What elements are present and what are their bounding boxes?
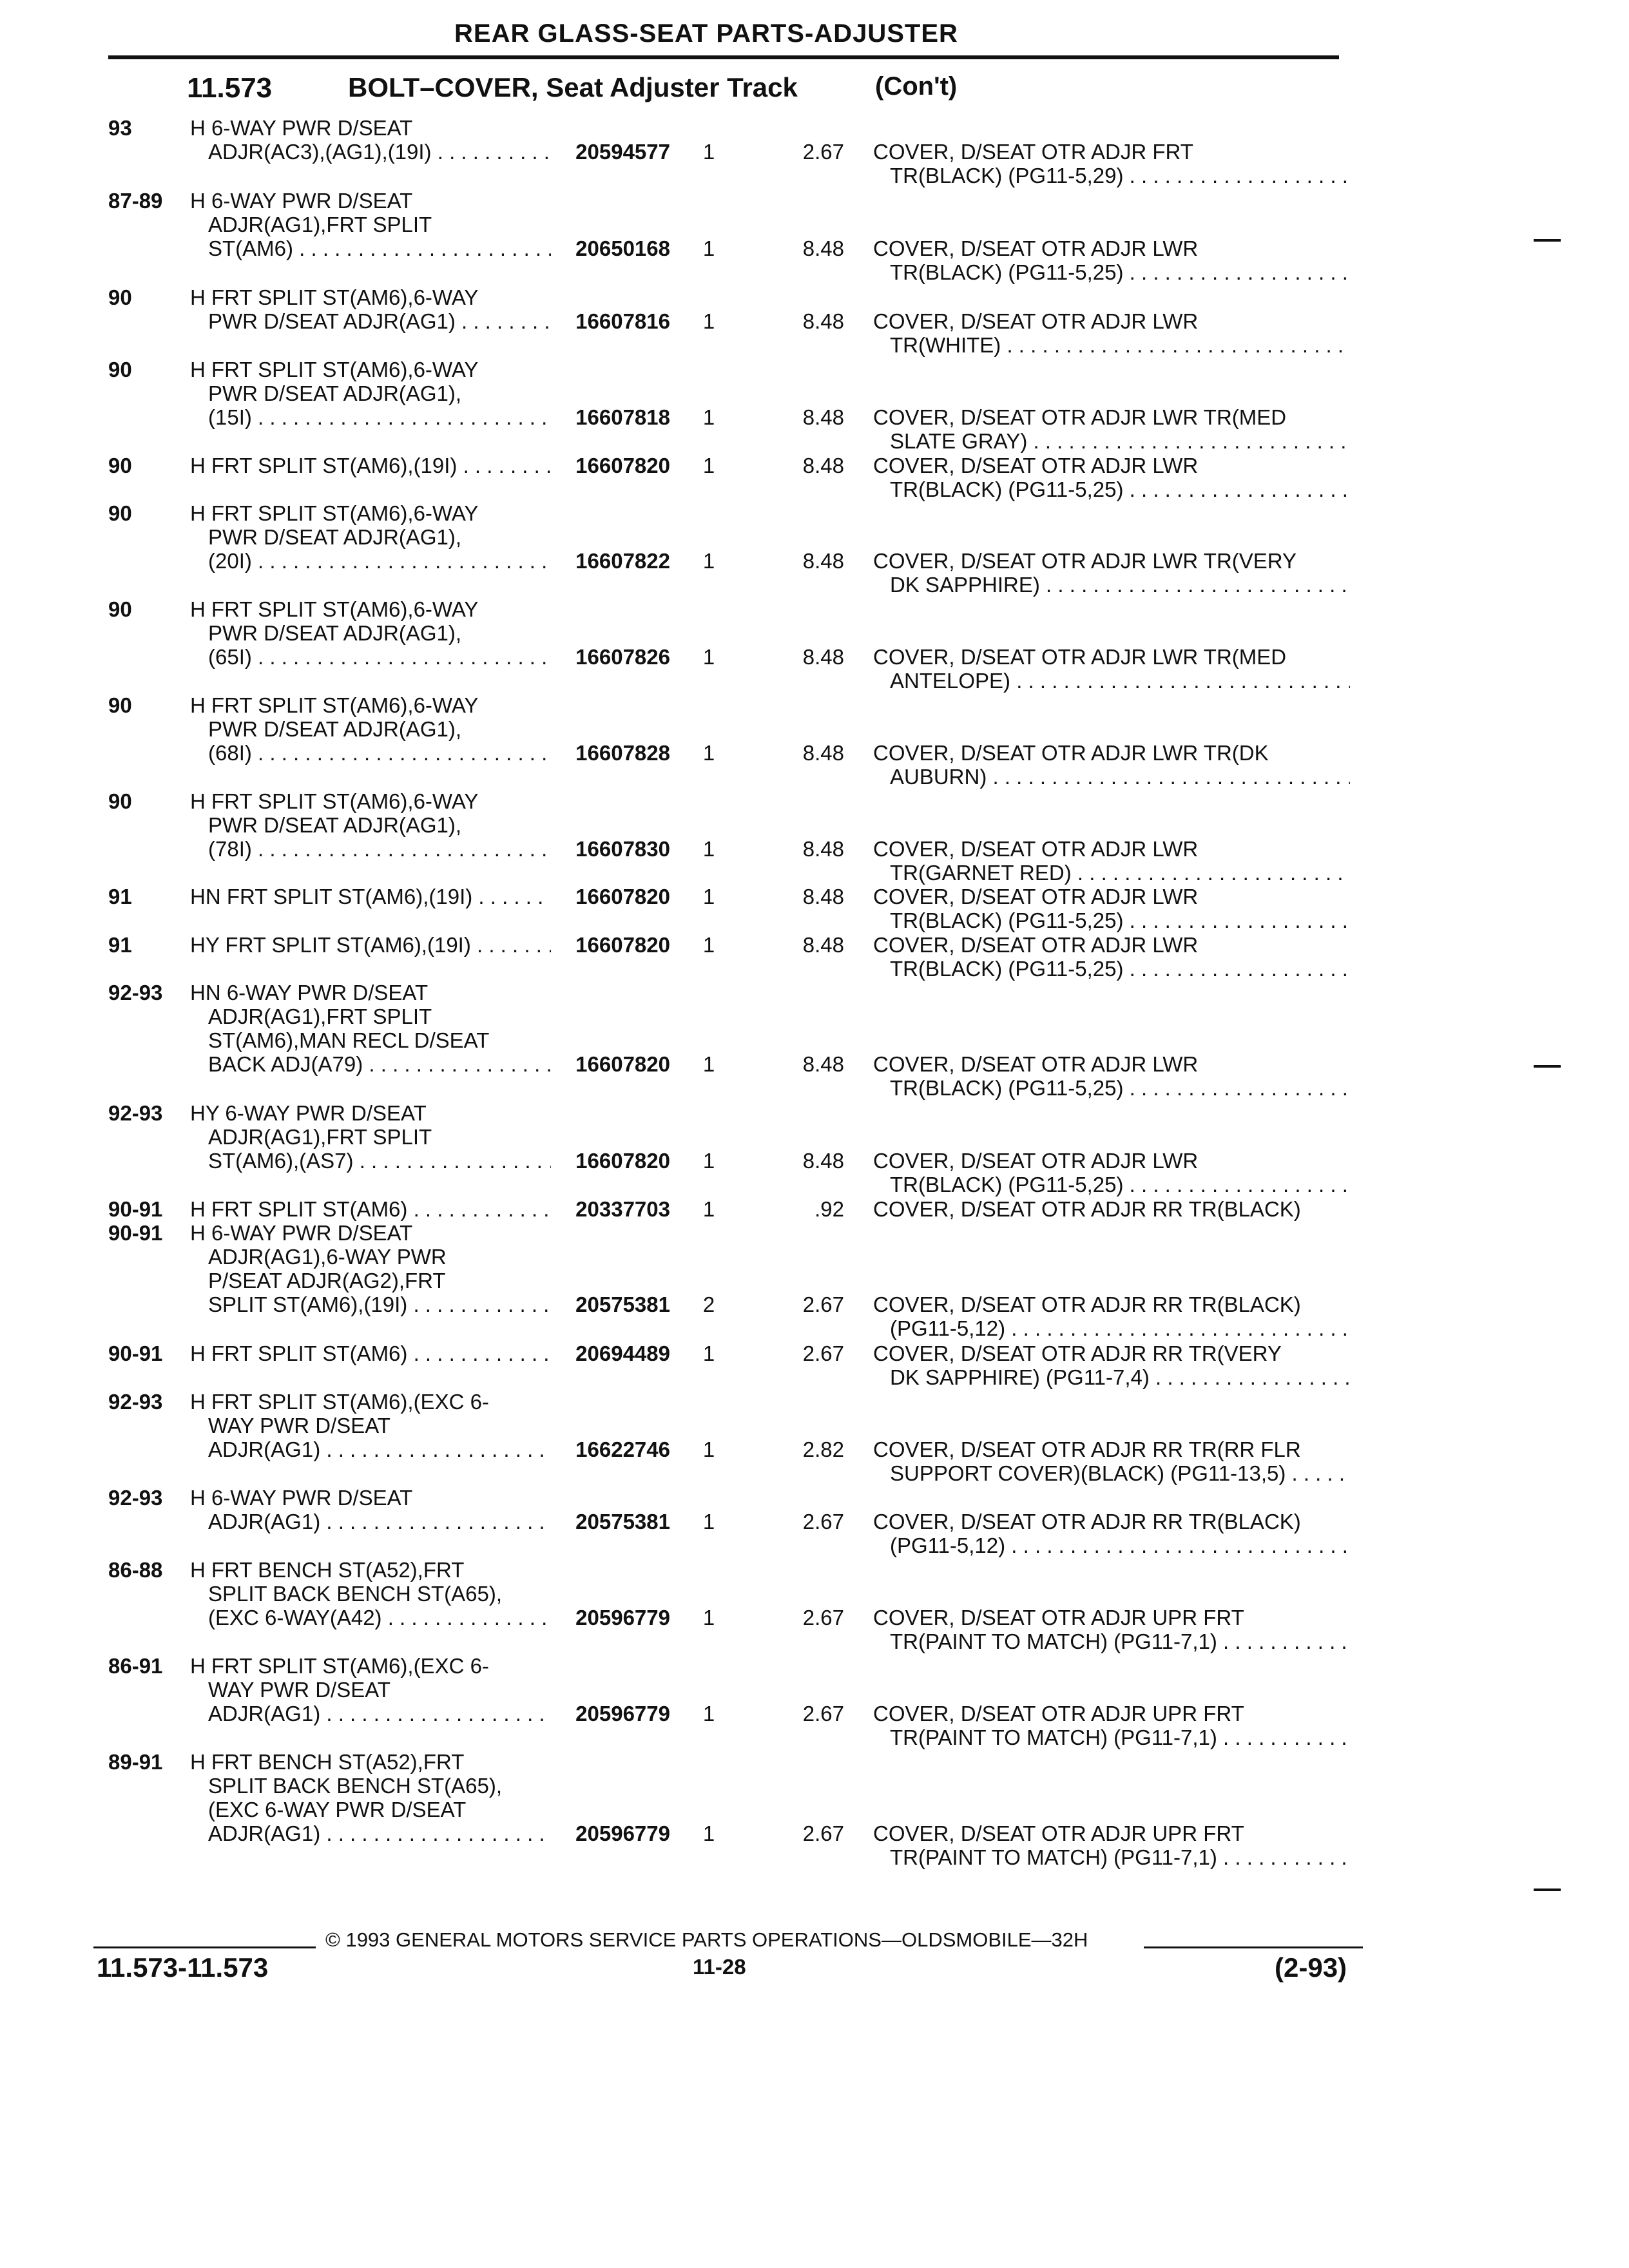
description-line: (20I) . . . [190, 549, 551, 573]
part-name [873, 405, 1350, 453]
price: 8.48 [802, 933, 844, 957]
part-number: 16607830 [575, 837, 670, 861]
part-name-line: SUPPORT COVER)(BLACK) (PG11-13,5) . . . [873, 1461, 1350, 1485]
part-name [873, 1197, 1350, 1221]
model-year: 90-91 [108, 1197, 163, 1221]
part-name-line: DK SAPPHIRE) (PG11-7,4) . . . [873, 1365, 1350, 1389]
part-name [873, 549, 1350, 597]
part-name-line: COVER, D/SEAT OTR ADJR UPR FRT [873, 1821, 1244, 1845]
part-name [873, 454, 1350, 501]
price: 8.48 [802, 1149, 844, 1173]
usage-description [190, 358, 551, 429]
description-line: H FRT SPLIT ST(AM6),6-WAY [190, 501, 479, 525]
part-name [873, 1052, 1350, 1100]
description-line: H FRT SPLIT ST(AM6) . . . [190, 1197, 551, 1221]
description-line: H 6-WAY PWR D/SEAT [190, 189, 413, 213]
margin-mark [1534, 1065, 1561, 1068]
price: 8.48 [802, 741, 844, 765]
model-year: 87-89 [108, 189, 163, 213]
model-year: 90 [108, 285, 132, 309]
description-line: H FRT SPLIT ST(AM6),6-WAY [190, 693, 479, 717]
description-line: (78I) . . . [190, 837, 551, 861]
description-line: H FRT SPLIT ST(AM6),(19I) . . . [190, 454, 551, 477]
quantity: 1 [702, 140, 715, 164]
quantity: 1 [702, 933, 715, 957]
quantity: 1 [702, 1341, 715, 1365]
part-name-line: COVER, D/SEAT OTR ADJR LWR [873, 933, 1199, 957]
description-line: WAY PWR D/SEAT [208, 1414, 390, 1437]
description-line: (68I) . . . [190, 741, 551, 765]
description-line: (15I) . . . [190, 405, 551, 429]
footer-rule-left [93, 1946, 316, 1948]
part-name [873, 1702, 1350, 1749]
price: 2.67 [802, 1821, 844, 1845]
quantity: 1 [702, 454, 715, 477]
usage-description [190, 1654, 551, 1725]
usage-description [190, 285, 551, 333]
part-name [873, 1606, 1350, 1653]
model-year: 90 [108, 693, 132, 717]
description-line: PWR D/SEAT ADJR(AG1), [208, 525, 462, 549]
part-name-line: (PG11-5,12) . . . [873, 1316, 1350, 1340]
part-name-line: COVER, D/SEAT OTR ADJR RR TR(BLACK) [873, 1293, 1301, 1316]
description-line: SPLIT BACK BENCH ST(A65), [208, 1582, 503, 1606]
model-year: 92-93 [108, 1390, 163, 1414]
quantity: 1 [702, 1821, 715, 1845]
usage-description [190, 1390, 551, 1461]
price: 2.67 [802, 1510, 844, 1533]
model-year: 91 [108, 933, 132, 957]
part-name-line: COVER, D/SEAT OTR ADJR RR TR(BLACK) [873, 1510, 1301, 1533]
part-number: 16607820 [575, 885, 670, 908]
price: 8.48 [802, 549, 844, 573]
quantity: 1 [702, 837, 715, 861]
part-name [873, 309, 1350, 357]
part-name-line: TR(BLACK) (PG11-5,25) . . . [873, 260, 1350, 284]
part-name-line: AUBURN) . . . [873, 765, 1350, 789]
part-number: 20575381 [575, 1510, 670, 1533]
part-name-line: COVER, D/SEAT OTR ADJR RR TR(VERY [873, 1341, 1282, 1365]
description-line: HN 6-WAY PWR D/SEAT [190, 981, 429, 1004]
quantity: 1 [702, 1197, 715, 1221]
quantity: 1 [702, 1149, 715, 1173]
section-number: 11.573 [187, 72, 273, 104]
description-line: PWR D/SEAT ADJR(AG1), [208, 381, 462, 405]
part-name-line: TR(BLACK) (PG11-5,29) . . . [873, 164, 1350, 187]
quantity: 1 [702, 885, 715, 908]
part-name-line: (PG11-5,12) . . . [873, 1533, 1350, 1557]
part-name-line: DK SAPPHIRE) . . . [873, 573, 1350, 597]
model-year: 86-91 [108, 1654, 163, 1678]
price: 2.67 [802, 1293, 844, 1316]
description-line: H 6-WAY PWR D/SEAT [190, 1486, 413, 1510]
part-name-line: COVER, D/SEAT OTR ADJR LWR [873, 1052, 1199, 1076]
model-year: 90-91 [108, 1221, 163, 1245]
price: .92 [815, 1197, 844, 1221]
part-name-line: SLATE GRAY) . . . [873, 429, 1350, 453]
model-year: 90 [108, 358, 132, 381]
description-line: H FRT SPLIT ST(AM6),(EXC 6- [190, 1390, 489, 1414]
part-name-line: TR(GARNET RED) . . . [873, 861, 1350, 885]
description-line: ST(AM6),MAN RECL D/SEAT [208, 1028, 490, 1052]
usage-description [190, 116, 551, 164]
part-name-line: COVER, D/SEAT OTR ADJR UPR FRT [873, 1606, 1244, 1629]
part-name [873, 837, 1350, 885]
part-name-line: COVER, D/SEAT OTR ADJR LWR [873, 236, 1199, 260]
footer-copyright: © 1993 GENERAL MOTORS SERVICE PARTS OPERATIONS—OLDSMOBILE—32H [325, 1928, 1088, 1951]
part-name [873, 1821, 1350, 1869]
part-number: 16607820 [575, 1149, 670, 1173]
description-line: BACK ADJ(A79) . . . [190, 1052, 551, 1076]
usage-description [190, 981, 551, 1076]
part-name-line: COVER, D/SEAT OTR ADJR LWR [873, 885, 1199, 908]
usage-description [190, 1750, 551, 1845]
part-name-line: TR(BLACK) (PG11-5,25) . . . [873, 1173, 1350, 1196]
usage-description [190, 789, 551, 861]
description-line: PWR D/SEAT ADJR(AG1), [208, 813, 462, 837]
description-line: H FRT SPLIT ST(AM6),6-WAY [190, 285, 479, 309]
model-year: 90 [108, 454, 132, 477]
margin-mark [1534, 239, 1561, 242]
description-line: (65I) . . . [190, 645, 551, 669]
price: 2.67 [802, 140, 844, 164]
model-year: 90 [108, 501, 132, 525]
footer-range: 11.573-11.573 [97, 1952, 269, 1983]
description-line: HN FRT SPLIT ST(AM6),(19I) . . . [190, 885, 551, 908]
price: 8.48 [802, 236, 844, 260]
quantity: 1 [702, 1510, 715, 1533]
quantity: 1 [702, 645, 715, 669]
usage-description [190, 1197, 551, 1221]
part-number: 16607822 [575, 549, 670, 573]
part-name-line: COVER, D/SEAT OTR ADJR LWR TR(VERY [873, 549, 1297, 573]
part-name [873, 1510, 1350, 1557]
part-number: 20650168 [575, 236, 670, 260]
model-year: 92-93 [108, 1486, 163, 1510]
description-line: H FRT SPLIT ST(AM6),6-WAY [190, 358, 479, 381]
part-number: 20596779 [575, 1606, 670, 1629]
model-year: 90 [108, 789, 132, 813]
part-number: 16607816 [575, 309, 670, 333]
header-rule [108, 55, 1339, 59]
usage-description [190, 597, 551, 669]
quantity: 1 [702, 405, 715, 429]
part-name-line: COVER, D/SEAT OTR ADJR FRT [873, 140, 1193, 164]
description-line: H 6-WAY PWR D/SEAT [190, 1221, 413, 1245]
description-line: H FRT SPLIT ST(AM6),6-WAY [190, 597, 479, 621]
model-year: 89-91 [108, 1750, 163, 1774]
model-year: 93 [108, 116, 132, 140]
description-line: ST(AM6) . . . [190, 236, 551, 260]
quantity: 1 [702, 741, 715, 765]
part-name [873, 1341, 1350, 1389]
price: 8.48 [802, 309, 844, 333]
part-name-line: COVER, D/SEAT OTR ADJR LWR [873, 1149, 1199, 1173]
description-line: ADJR(AG1) . . . [190, 1510, 551, 1533]
part-number: 20575381 [575, 1293, 670, 1316]
usage-description [190, 933, 551, 957]
description-line: ADJR(AG1) . . . [190, 1821, 551, 1845]
section-name: BOLT–COVER, Seat Adjuster Track [348, 72, 798, 102]
description-line: H FRT BENCH ST(A52),FRT [190, 1750, 465, 1774]
part-number: 16607828 [575, 741, 670, 765]
description-line: H 6-WAY PWR D/SEAT [190, 116, 413, 140]
description-line: H FRT SPLIT ST(AM6) . . . [190, 1341, 551, 1365]
description-line: PWR D/SEAT ADJR(AG1), [208, 621, 462, 645]
part-name-line: COVER, D/SEAT OTR ADJR LWR [873, 454, 1199, 477]
part-name-line: TR(PAINT TO MATCH) (PG11-7,1) . . . [873, 1845, 1350, 1869]
usage-description [190, 1486, 551, 1533]
page-header-title: REAR GLASS-SEAT PARTS-ADJUSTER [454, 19, 958, 48]
footer-date: (2-93) [1275, 1952, 1347, 1983]
description-line: ADJR(AG1),FRT SPLIT [208, 213, 432, 236]
part-name-line: ANTELOPE) . . . [873, 669, 1350, 693]
description-line: HY 6-WAY PWR D/SEAT [190, 1101, 427, 1125]
description-line: ST(AM6),(AS7) . . . [190, 1149, 551, 1173]
part-name-line: COVER, D/SEAT OTR ADJR LWR TR(MED [873, 645, 1287, 669]
price: 2.67 [802, 1702, 844, 1725]
model-year: 90-91 [108, 1341, 163, 1365]
part-name-line: COVER, D/SEAT OTR ADJR RR TR(BLACK) [873, 1197, 1301, 1221]
part-name [873, 1437, 1350, 1485]
part-name-line: COVER, D/SEAT OTR ADJR RR TR(RR FLR [873, 1437, 1301, 1461]
margin-mark [1534, 1888, 1561, 1891]
quantity: 2 [702, 1293, 715, 1316]
price: 8.48 [802, 1052, 844, 1076]
usage-description [190, 1221, 551, 1316]
part-number: 16607820 [575, 933, 670, 957]
usage-description [190, 1341, 551, 1365]
description-line: H FRT BENCH ST(A52),FRT [190, 1558, 465, 1582]
price: 8.48 [802, 454, 844, 477]
part-name [873, 1149, 1350, 1196]
part-name-line: TR(BLACK) (PG11-5,25) . . . [873, 908, 1350, 932]
quantity: 1 [702, 1052, 715, 1076]
price: 8.48 [802, 885, 844, 908]
price: 8.48 [802, 645, 844, 669]
price: 8.48 [802, 837, 844, 861]
model-year: 90 [108, 597, 132, 621]
footer-rule-right [1144, 1946, 1363, 1948]
model-year: 92-93 [108, 1101, 163, 1125]
part-name-line: TR(BLACK) (PG11-5,25) . . . [873, 1076, 1350, 1100]
part-number: 16607818 [575, 405, 670, 429]
quantity: 1 [702, 549, 715, 573]
part-name [873, 645, 1350, 693]
part-number: 20337703 [575, 1197, 670, 1221]
section-continued: (Con't) [875, 72, 958, 101]
part-name-line: COVER, D/SEAT OTR ADJR LWR [873, 837, 1199, 861]
model-year: 92-93 [108, 981, 163, 1004]
quantity: 1 [702, 1702, 715, 1725]
part-name-line: COVER, D/SEAT OTR ADJR UPR FRT [873, 1702, 1244, 1725]
part-name-line: TR(BLACK) (PG11-5,25) . . . [873, 957, 1350, 981]
description-line: HY FRT SPLIT ST(AM6),(19I) . . . [190, 933, 551, 957]
description-line: WAY PWR D/SEAT [208, 1678, 390, 1702]
part-number: 20596779 [575, 1821, 670, 1845]
part-name [873, 933, 1350, 981]
part-name-line: TR(PAINT TO MATCH) (PG11-7,1) . . . [873, 1629, 1350, 1653]
description-line: H FRT SPLIT ST(AM6),6-WAY [190, 789, 479, 813]
part-name [873, 885, 1350, 932]
description-line: PWR D/SEAT ADJR(AG1), [208, 717, 462, 741]
part-name [873, 1293, 1350, 1340]
price: 2.67 [802, 1341, 844, 1365]
model-year: 86-88 [108, 1558, 163, 1582]
quantity: 1 [702, 236, 715, 260]
usage-description [190, 501, 551, 573]
quantity: 1 [702, 309, 715, 333]
part-name-line: COVER, D/SEAT OTR ADJR LWR TR(MED [873, 405, 1287, 429]
part-name-line: COVER, D/SEAT OTR ADJR LWR TR(DK [873, 741, 1269, 765]
part-name-line: TR(WHITE) . . . [873, 333, 1350, 357]
description-line: ADJR(AG1),FRT SPLIT [208, 1125, 432, 1149]
part-number: 20596779 [575, 1702, 670, 1725]
description-line: SPLIT ST(AM6),(19I) . . . [190, 1293, 551, 1316]
part-name-line: TR(PAINT TO MATCH) (PG11-7,1) . . . [873, 1725, 1350, 1749]
part-number: 16607826 [575, 645, 670, 669]
part-name-line: TR(BLACK) (PG11-5,25) . . . [873, 477, 1350, 501]
description-line: ADJR(AG1),FRT SPLIT [208, 1004, 432, 1028]
part-name [873, 236, 1350, 284]
model-year: 91 [108, 885, 132, 908]
description-line: PWR D/SEAT ADJR(AG1) . . . [190, 309, 551, 333]
usage-description [190, 885, 551, 908]
description-line: ADJR(AC3),(AG1),(19I) . . . [190, 140, 551, 164]
part-number: 20594577 [575, 140, 670, 164]
description-line: ADJR(AG1),6-WAY PWR [208, 1245, 447, 1269]
description-line: (EXC 6-WAY PWR D/SEAT [208, 1798, 467, 1821]
usage-description [190, 693, 551, 765]
part-number: 16607820 [575, 1052, 670, 1076]
description-line: P/SEAT ADJR(AG2),FRT [208, 1269, 446, 1293]
description-line: H FRT SPLIT ST(AM6),(EXC 6- [190, 1654, 489, 1678]
part-number: 16622746 [575, 1437, 670, 1461]
usage-description [190, 1558, 551, 1629]
usage-description [190, 189, 551, 260]
part-number: 20694489 [575, 1341, 670, 1365]
part-name-line: COVER, D/SEAT OTR ADJR LWR [873, 309, 1199, 333]
quantity: 1 [702, 1437, 715, 1461]
quantity: 1 [702, 1606, 715, 1629]
price: 2.67 [802, 1606, 844, 1629]
usage-description [190, 1101, 551, 1173]
description-line: SPLIT BACK BENCH ST(A65), [208, 1774, 503, 1798]
description-line: (EXC 6-WAY(A42) . . . [190, 1606, 551, 1629]
part-number: 16607820 [575, 454, 670, 477]
footer-page-number: 11-28 [693, 1955, 746, 1979]
price: 8.48 [802, 405, 844, 429]
description-line: ADJR(AG1) . . . [190, 1437, 551, 1461]
usage-description [190, 454, 551, 477]
price: 2.82 [802, 1437, 844, 1461]
part-name [873, 741, 1350, 789]
part-name [873, 140, 1350, 187]
description-line: ADJR(AG1) . . . [190, 1702, 551, 1725]
